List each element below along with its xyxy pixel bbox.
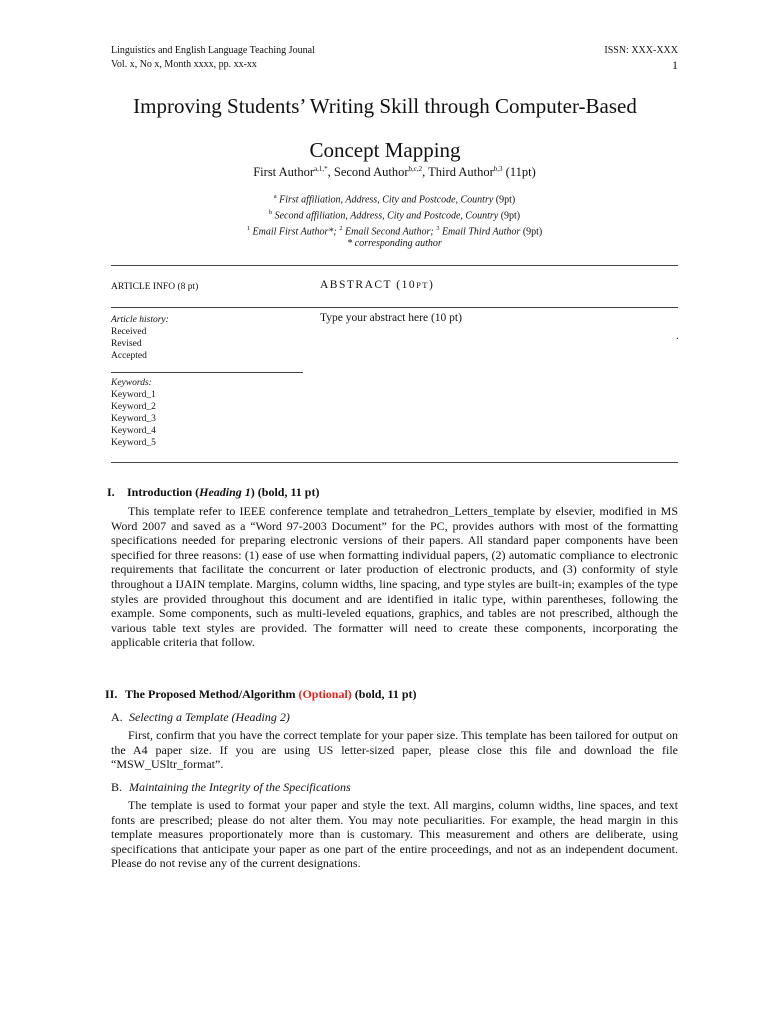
author-second: Second Author bbox=[333, 165, 409, 180]
section-2-number: II. bbox=[105, 687, 118, 701]
top-rule bbox=[111, 265, 678, 266]
section-2-heading: II. The Proposed Method/Algorithm (Optional) (bold, 11 pt) bbox=[105, 687, 417, 701]
affil-b-text: Second affiliation, Address, City and Postcode, Country bbox=[274, 210, 499, 222]
subsection-a-paragraph: First, confirm that you have the correct template for your paper size. This template has been tailored for output on the A4 paper size. If you are using US letter-sized paper, please close this file and download the file “MSW_USltr_format”. bbox=[111, 728, 678, 772]
author-list: First Author$^{a,1,*}$, Second Author$^{b,c,2}$, Third Author$^{b,3}$ (11pt) bbox=[253, 165, 536, 180]
title-line-2: Concept Mapping bbox=[309, 138, 461, 162]
page-number: 1 bbox=[672, 58, 678, 72]
article-info-heading: ARTICLE INFO (8 pt) bbox=[111, 282, 199, 292]
paper-title bbox=[90, 84, 680, 172]
history-accepted: Accepted bbox=[111, 351, 147, 361]
author-first: First Author bbox=[253, 165, 315, 180]
keyword-item: Keyword_1 bbox=[111, 390, 156, 400]
corresponding-note: * corresponding author bbox=[347, 238, 442, 250]
bottom-rule bbox=[111, 462, 678, 463]
email-first: Email First Author*; bbox=[252, 225, 337, 237]
subsection-b-heading: B. Maintaining the Integrity of the Specifications bbox=[111, 780, 351, 794]
email-sup-1: 1 bbox=[246, 224, 250, 232]
volume-info: Vol. x, No x, Month xxxx, pp. xx-xx bbox=[111, 59, 257, 70]
subsection-b-paragraph: The template is used to format your paper and style the text. All margins, column widths, line spaces, and text fonts are prescribed; please do not alter them. You may note peculiarities. For example, the head margin in this template measures proportionately more than is customary. This measurement and others are deliberate, using specifications that anticipate your paper as one part of the entire proceedings, and not as an independent document. Please do not revise any of the current designations. bbox=[111, 798, 678, 871]
article-history bbox=[111, 314, 169, 362]
author-size-note: (11pt) bbox=[505, 165, 536, 180]
abstract-text: Type your abstract here (10 pt) bbox=[320, 312, 462, 324]
email-third: Email Third Author bbox=[441, 225, 521, 237]
affil-a-text: First affiliation, Address, City and Postcode, Country bbox=[279, 194, 494, 206]
keyword-item: Keyword_4 bbox=[111, 426, 156, 436]
affiliation-b bbox=[111, 207, 678, 223]
title-line-1: Improving Students’ Writing Skill through Computer-Based bbox=[133, 94, 637, 118]
section-1-paragraph: This template refer to IEEE conference template and tetrahedron_Letters_template by elsevier, modified in MS Word 2007 and saved as a “Word 97-2003 Document” for the PC, provides authors with most of the formatting specifications needed for preparing electronic versions of their papers. All standard paper components have been specified for three reasons: (1) ease of use when formatting individual papers, (2) automatic compliance to electronic requirements that facilitate the concurrent or later production of electronic products, and (3) conformity of style throughout a IJAIN template. Margins, column widths, line spacing, and type styles are built-in; examples of the type styles are provided throughout this document and are identified in italic type, within parentheses, following the example. Some components, such as multi-leveled equations, graphics, and tables are not prescribed, although the various table text styles are provided. The formatter will need to create these components, incorporating the applicable criteria that follow. bbox=[111, 504, 678, 650]
subsection-a-heading: A. Selecting a Template (Heading 2) bbox=[111, 710, 290, 724]
email-second: Email Second Author; bbox=[345, 225, 434, 237]
keywords-label: Keywords: bbox=[111, 378, 152, 388]
author-second-sup: b,c,2 bbox=[408, 165, 423, 173]
email-size: (9pt) bbox=[522, 225, 543, 237]
affiliation-emails bbox=[111, 223, 678, 239]
abstract-trailing-dot: . bbox=[676, 330, 679, 342]
abstract-heading: ABSTRACT (10PT) bbox=[320, 279, 435, 291]
section-1-heading: I. Introduction (Heading 1) (bold, 11 pt) bbox=[107, 485, 320, 499]
affil-a-size: (9pt) bbox=[495, 194, 516, 206]
affiliations bbox=[111, 191, 678, 251]
history-revised: Revised bbox=[111, 339, 142, 349]
keyword-item: Keyword_3 bbox=[111, 414, 156, 424]
author-first-sup: a,1,* bbox=[314, 165, 328, 173]
affil-b-size: (9pt) bbox=[500, 210, 521, 222]
affil-a-sup: a bbox=[273, 193, 277, 200]
email-sup-2: 2 bbox=[339, 224, 343, 232]
author-third: Third Author bbox=[428, 165, 494, 180]
keywords-rule bbox=[111, 372, 303, 373]
section-1-number: I. bbox=[107, 485, 115, 499]
history-received: Received bbox=[111, 327, 147, 337]
issn: ISSN: XXX-XXX bbox=[604, 45, 678, 56]
history-label: Article history: bbox=[111, 315, 169, 325]
email-sup-3: 3 bbox=[436, 224, 440, 232]
keyword-item: Keyword_5 bbox=[111, 438, 156, 448]
keywords-block bbox=[111, 377, 156, 449]
keyword-item: Keyword_2 bbox=[111, 402, 156, 412]
affiliation-a bbox=[111, 191, 678, 207]
optional-tag: (Optional) bbox=[298, 687, 352, 701]
info-rule bbox=[111, 307, 678, 308]
author-third-sup: b,3 bbox=[493, 165, 503, 173]
journal-name: Linguistics and English Language Teaching Jounal bbox=[111, 45, 315, 56]
affil-b-sup: b bbox=[268, 208, 273, 216]
